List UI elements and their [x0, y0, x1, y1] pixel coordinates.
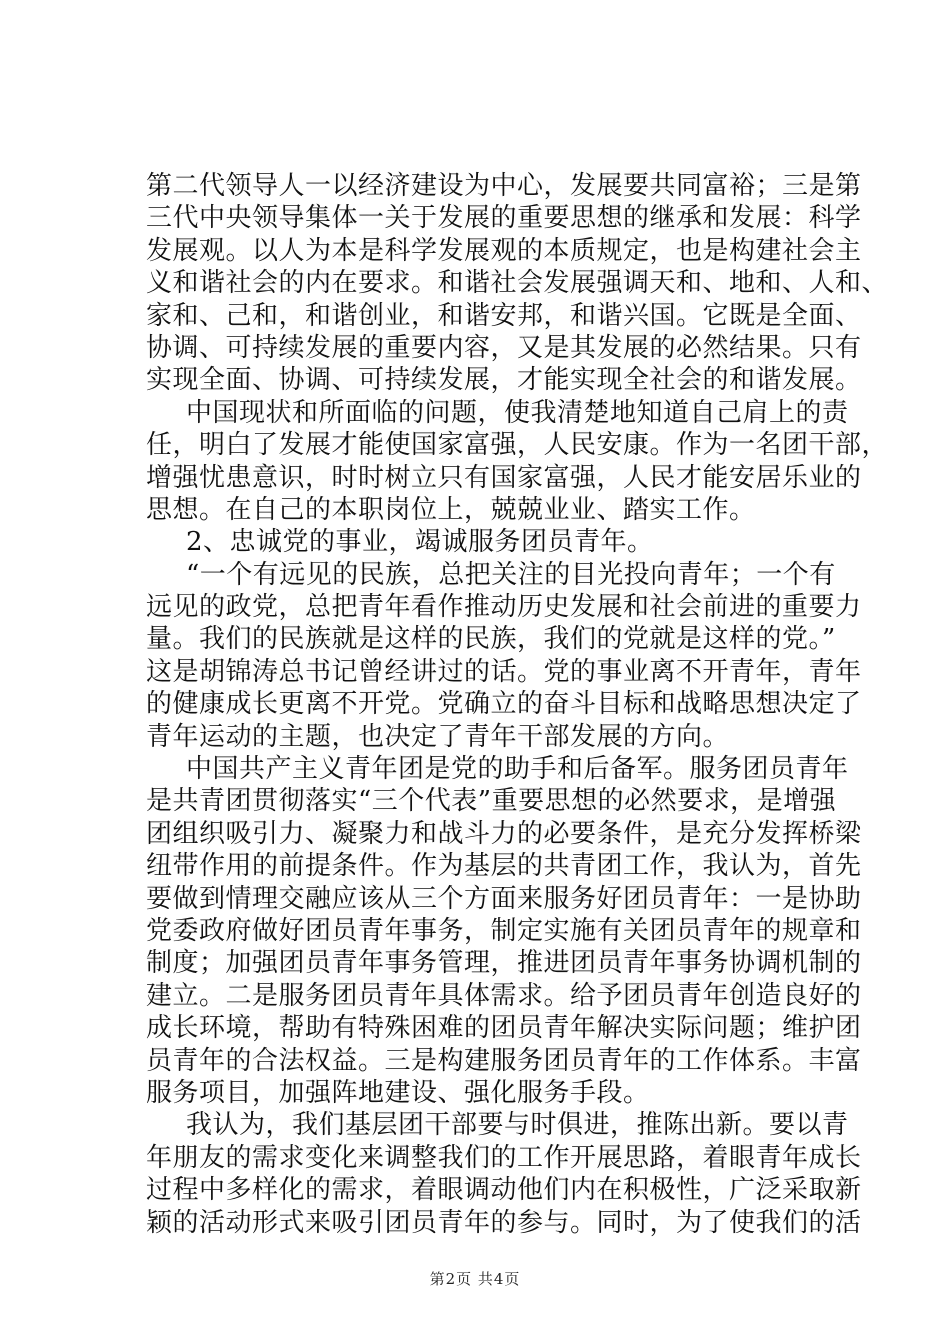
- text-line: 颖的活动形式来吸引团员青年的参与。同时，为了使我们的活: [146, 1207, 862, 1238]
- text-line: 发展观。以人为本是科学发展观的本质规定，也是构建社会主: [146, 235, 862, 266]
- page-number-footer: 第2页 共4页: [429, 1270, 521, 1288]
- text-line: 思想。在自己的本职岗位上，兢兢业业、踏实工作。: [146, 494, 756, 525]
- text-line: 服务项目，加强阵地建设、强化服务手段。: [146, 1077, 650, 1108]
- text-line: 远见的政党，总把青年看作推动历史发展和社会前进的重要力: [146, 592, 862, 623]
- text-line: 这是胡锦涛总书记曾经讲过的话。党的事业离不开青年，青年: [146, 656, 862, 687]
- section-heading: 2、忠诚党的事业，竭诚服务团员青年。: [186, 527, 654, 558]
- text-line: 协调、可持续发展的重要内容，又是其发展的必然结果。只有: [146, 332, 862, 363]
- text-line: 义和谐社会的内在要求。和谐社会发展强调天和、地和、人和、: [146, 268, 889, 299]
- text-line: 成长环境，帮助有特殊困难的团员青年解决实际问题；维护团: [146, 1013, 862, 1044]
- text-line: 的健康成长更离不开党。党确立的奋斗目标和战略思想决定了: [146, 689, 862, 720]
- text-line: 任，明白了发展才能使国家富强，人民安康。作为一名团干部，: [146, 430, 889, 461]
- text-line: 第二代领导人一以经济建设为中心，发展要共同富裕；三是第: [146, 171, 862, 201]
- text-line: 制度；加强团员青年事务管理，推进团员青年事务协调机制的: [146, 948, 862, 979]
- text-line: 过程中多样化的需求，着眼调动他们内在积极性，广泛采取新: [146, 1175, 862, 1206]
- paragraph-first-line: 中国共产主义青年团是党的助手和后备军。服务团员青年: [186, 754, 849, 785]
- text-line: 建立。二是服务团员青年具体需求。给予团员青年创造良好的: [146, 980, 862, 1011]
- text-line: 家和、己和，和谐创业，和谐安邦，和谐兴国。它既是全面、: [146, 300, 862, 331]
- paragraph-first-line: 我认为，我们基层团干部要与时俱进，推陈出新。要以青: [186, 1110, 849, 1141]
- document-body: [146, 170, 889, 1239]
- text-line: 团组织吸引力、凝聚力和战斗力的必要条件，是充分发挥桥梁: [146, 818, 862, 849]
- text-line: 青年运动的主题，也决定了青年干部发展的方向。: [146, 721, 730, 752]
- text-line: 党委政府做好团员青年事务，制定实施有关团员青年的规章和: [146, 915, 862, 946]
- text-line: 纽带作用的前提条件。作为基层的共青团工作，我认为，首先: [146, 851, 862, 882]
- text-line: 年朋友的需求变化来调整我们的工作开展思路，着眼青年成长: [146, 1142, 862, 1173]
- text-line: 是共青团贯彻落实“三个代表”重要思想的必然要求，是增强: [146, 786, 837, 817]
- paragraph-first-line: “一个有远见的民族，总把关注的目光投向青年；一个有: [186, 559, 836, 590]
- text-line: 量。我们的民族就是这样的民族，我们的党就是这样的党。”: [146, 624, 836, 655]
- text-line: 增强忧患意识，时时树立只有国家富强，人民才能安居乐业的: [146, 462, 862, 493]
- paragraph-first-line: 中国现状和所面临的问题，使我清楚地知道自己肩上的责: [186, 397, 849, 428]
- text-line: 要做到情理交融应该从三个方面来服务好团员青年：一是协助: [146, 883, 862, 914]
- text-line: 员青年的合法权益。三是构建服务团员青年的工作体系。丰富: [146, 1045, 862, 1076]
- text-line: 实现全面、协调、可持续发展，才能实现全社会的和谐发展。: [146, 365, 862, 396]
- text-line: 三代中央领导集体一关于发展的重要思想的继承和发展：科学: [146, 203, 862, 234]
